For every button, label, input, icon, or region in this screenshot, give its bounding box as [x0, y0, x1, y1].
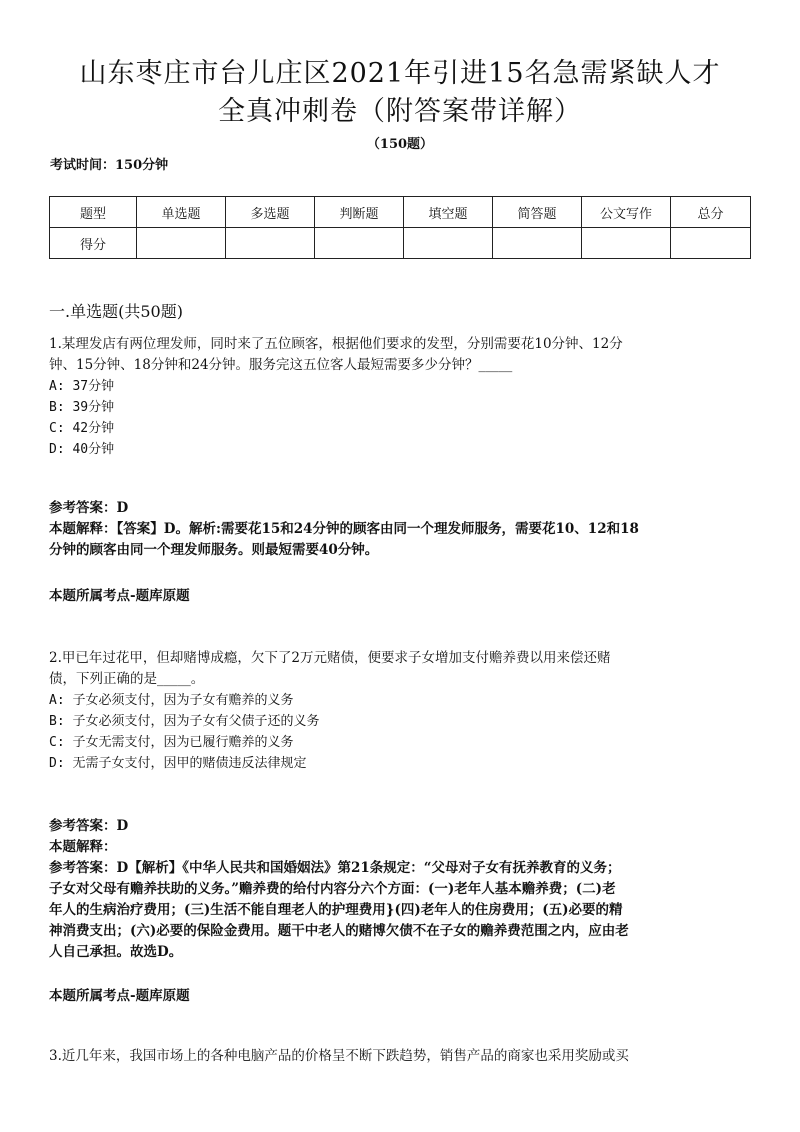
score-header-cell: 题型	[50, 197, 137, 228]
score-cell	[582, 228, 671, 259]
question-1-option-b: B: 39分钟	[49, 400, 115, 415]
score-cell	[315, 228, 404, 259]
question-3	[49, 1046, 751, 1067]
question-2-answer-block	[49, 816, 751, 963]
question-1-stem-line1: 1.某理发店有两位理发师，同时来了五位顾客，根据他们要求的发型，分别需要花10分钟、12分	[49, 336, 623, 352]
section-heading: 一.单选题(共50题)	[49, 302, 183, 321]
score-header-cell: 总分	[671, 197, 751, 228]
exam-time: 考试时间：150分钟	[50, 158, 169, 173]
question-3-stem-line1: 3.近几年来，我国市场上的各种电脑产品的价格呈不断下跌趋势，销售产品的商家也采用奖励或买	[49, 1048, 629, 1064]
score-table-header-row	[50, 197, 751, 228]
question-1-stem-line2: 钟、15分钟、18分钟和24分钟。服务完这五位客人最短需要多少分钟？_____	[49, 357, 513, 373]
score-cell	[226, 228, 315, 259]
score-header-cell: 单选题	[137, 197, 226, 228]
question-2-option-c: C: 子女无需支付，因为已履行赡养的义务	[49, 735, 294, 750]
question-2-answer: 参考答案：D	[49, 818, 129, 834]
score-header-cell: 判断题	[315, 197, 404, 228]
score-table-score-row	[50, 228, 751, 259]
doc-title-line2: 全真冲刺卷（附答案带详解）	[218, 96, 582, 127]
score-cell	[671, 228, 751, 259]
question-1-answer-block	[49, 498, 751, 561]
question-2-explain-line1: 参考答案：D【解析】《中华人民共和国婚姻法》第21条规定：“父母对子女有抚养教育的义务；	[49, 860, 621, 876]
question-1-explain-line2: 分钟的顾客由同一个理发师服务。则最短需要40分钟。	[49, 542, 379, 558]
question-2-explain-label: 本题解释：	[49, 839, 117, 855]
score-header-cell: 填空题	[404, 197, 493, 228]
question-2-knowledge: 本题所属考点-题库原题	[49, 988, 190, 1004]
doc-title-line1: 山东枣庄市台儿庄区2021年引进15名急需紧缺人才	[79, 58, 721, 89]
question-1	[49, 334, 751, 460]
score-header-cell: 简答题	[493, 197, 582, 228]
question-1-option-d: D: 40分钟	[49, 442, 115, 457]
score-cell	[404, 228, 493, 259]
score-row-label: 得分	[50, 228, 137, 259]
question-2-option-d: D: 无需子女支付，因甲的赌债违反法律规定	[49, 756, 307, 771]
doc-subtitle: （150题）	[366, 137, 434, 152]
question-1-answer: 参考答案：D	[49, 500, 129, 516]
question-1-option-a: A: 37分钟	[49, 379, 115, 394]
question-1-knowledge: 本题所属考点-题库原题	[49, 588, 190, 604]
question-2-stem-line1: 2.甲已年过花甲，但却赌博成瘾，欠下了2万元赌债，便要求子女增加支付赡养费以用来偿还赌	[49, 650, 611, 666]
score-cell	[493, 228, 582, 259]
question-1-option-c: C: 42分钟	[49, 421, 115, 436]
score-header-cell: 多选题	[226, 197, 315, 228]
score-table	[49, 196, 751, 259]
question-1-explain-line1: 本题解释：【答案】D。解析:需要花15和24分钟的顾客由同一个理发师服务，需要花10、12和18	[49, 521, 639, 537]
score-header-cell: 公文写作	[582, 197, 671, 228]
question-2-stem-line2: 债，下列正确的是_____。	[49, 671, 205, 687]
question-2-explain-line5: 人自己承担。故选D。	[49, 944, 183, 960]
question-2-explain-line4: 神消费支出；(六)必要的保险金费用。题干中老人的赌博欠债不在子女的赡养费范围之内，应由老	[49, 923, 629, 939]
question-2	[49, 648, 751, 774]
question-2-option-a: A: 子女必须支付，因为子女有赡养的义务	[49, 693, 294, 708]
question-2-explain-line3: 年人的生病治疗费用；(三)生活不能自理老人的护理费用}(四)老年人的住房费用；(五)必要的精	[49, 902, 623, 918]
question-2-option-b: B: 子女必须支付，因为子女有父债子还的义务	[49, 714, 320, 729]
score-cell	[137, 228, 226, 259]
question-2-explain-line2: 子女对父母有赡养扶助的义务。”赡养费的给付内容分六个方面：(一)老年人基本赡养费；(二)老	[49, 881, 616, 897]
